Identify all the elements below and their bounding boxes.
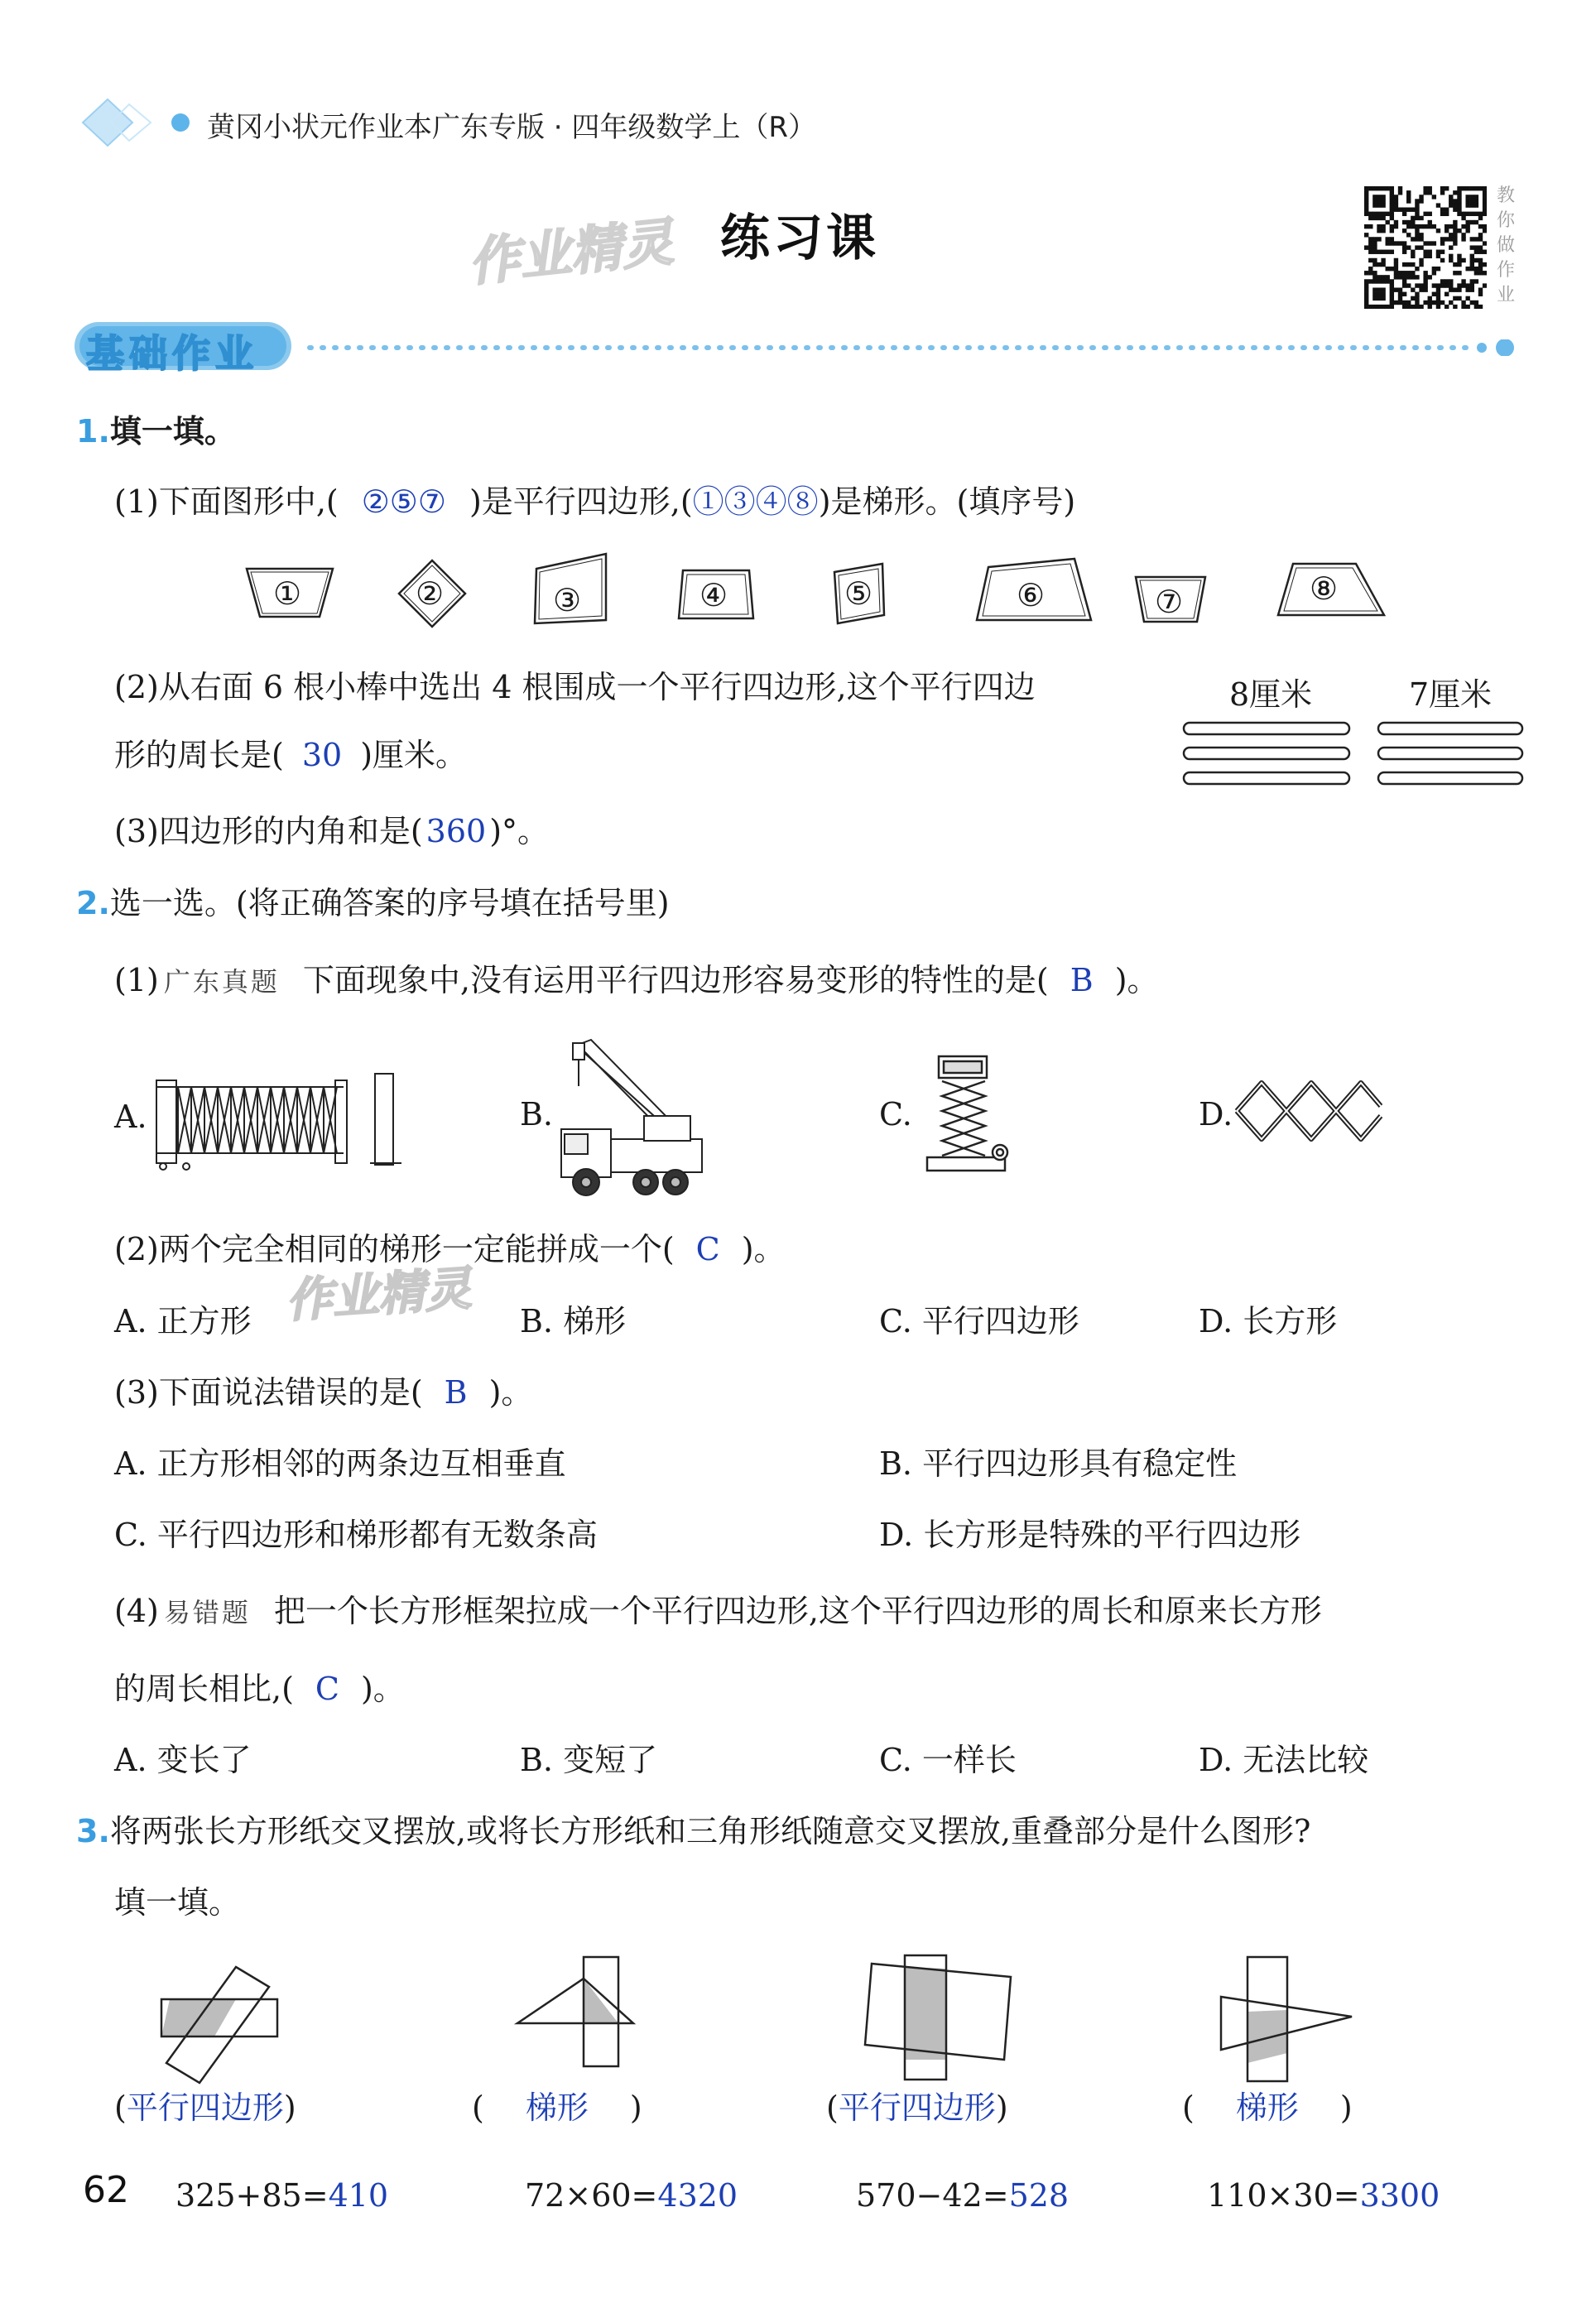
tag-error-prone: 易错题 (163, 1597, 251, 1628)
q2-p4-option-a: A. 变长了 (114, 1742, 252, 1778)
section-banner (73, 319, 296, 376)
q2-p2-option-a: A. 正方形 (114, 1303, 252, 1339)
q1-heading: 1.填一填。 (76, 413, 236, 450)
q2-p3-option-a: A. 正方形相邻的两条边互相垂直 (114, 1445, 566, 1482)
shape-label-6: ⑥ (1017, 577, 1046, 613)
q2-heading: 2.选一选。(将正确答案的序号填在括号里) (76, 885, 670, 921)
section-label: 基础作业 (86, 331, 258, 376)
shape-label-3: ③ (553, 582, 582, 618)
q2-part4-line1: (4) 易错题 把一个长方形框架拉成一个平行四边形,这个平行四边形的周长和原来长方形 (114, 1593, 1322, 1629)
q3-answer-4-value[interactable]: 梯形 (1235, 2089, 1299, 2126)
lattice-fence-image (1232, 1068, 1389, 1159)
header-bar (75, 98, 1523, 147)
q1-p2-answer[interactable]: 30 (301, 737, 343, 773)
shape-label-8: ⑧ (1310, 570, 1339, 607)
overlap-figure-1 (153, 1962, 302, 2094)
q3-answer-3-value[interactable]: 平行四边形 (838, 2089, 996, 2126)
q2-p4-option-d: D. 无法比较 (1199, 1742, 1369, 1778)
stick-label-8cm: 8厘米 (1229, 676, 1313, 713)
q3-line1: 3.将两张长方形纸交叉摆放,或将长方形纸和三角形纸随意交叉摆放,重叠部分是什么图形? (76, 1813, 1311, 1849)
q3-answer-3: (平行四边形) (826, 2089, 1008, 2126)
q3-line2: 填一填。 (114, 1884, 241, 1921)
footer-calc-3: 570−42=528 (856, 2177, 1070, 2214)
q2-p1-answer[interactable]: B (1070, 962, 1094, 998)
q2-p4-answer[interactable]: C (315, 1671, 339, 1707)
q3-answer-1-value[interactable]: 平行四边形 (126, 2089, 284, 2126)
qr-caption: 教你做作业 (1497, 185, 1516, 305)
q3-answer-2: ( 梯形 ) (472, 2089, 642, 2126)
q2-p1-option-b: B. (520, 1096, 554, 1132)
tag-guangdong: 广东真题 (163, 966, 280, 998)
q1-part1: (1)下面图形中,( ②⑤⑦ )是平行四边形,(①③④⑧)是梯形。(填序号) (114, 483, 1076, 520)
shape-label-2: ② (416, 575, 445, 612)
q1-shape-row (232, 551, 1407, 633)
q2-watermark: 作业精灵 (284, 1262, 474, 1329)
q2-part4-line2: 的周长相比,( C )。 (114, 1671, 405, 1707)
shape-label-7: ⑦ (1155, 584, 1184, 620)
q2-p1-option-c: C. (879, 1096, 912, 1132)
shape-label-5: ⑤ (844, 575, 873, 612)
q2-p4-option-b: B. 变短了 (520, 1742, 658, 1778)
q2-p2-option-c: C. 平行四边形 (879, 1303, 1079, 1339)
q2-part2: (2)两个完全相同的梯形一定能拼成一个( C )。 (114, 1231, 786, 1267)
q2-p2-option-d: D. 长方形 (1199, 1303, 1338, 1339)
crane-truck-image (553, 1036, 710, 1202)
title-watermark: 作业精灵 (465, 211, 676, 293)
section-divider (306, 339, 1523, 356)
overlap-figure-2 (509, 1954, 658, 2086)
q2-p3-option-b: B. 平行四边形具有稳定性 (879, 1445, 1238, 1482)
book-title: 黄冈小状元作业本广东专版 · 四年级数学上（R） (207, 111, 817, 144)
overlap-figure-4 (1213, 1954, 1378, 2094)
q1-shapes (232, 551, 1407, 633)
q2-p1-option-a: A. (114, 1099, 147, 1135)
q2-p1-option-d: D. (1199, 1096, 1233, 1132)
footer-calc-2: 72×60=4320 (525, 2177, 738, 2214)
q3-answer-2-value[interactable]: 梯形 (525, 2089, 589, 2126)
q2-part1: (1) 广东真题 下面现象中,没有运用平行四边形容易变形的特性的是( B )。 (114, 962, 1159, 998)
q2-p3-option-c: C. 平行四边形和梯形都有无数条高 (114, 1517, 598, 1553)
q1-p3-answer[interactable]: 360 (425, 813, 487, 849)
footer-calc-1: 325+85=410 (175, 2177, 389, 2214)
retractable-gate-image (153, 1064, 410, 1171)
page-title: 练习课 (720, 209, 879, 267)
q2-p3-option-d: D. 长方形是特殊的平行四边形 (879, 1517, 1301, 1553)
q1-p1-answer-2[interactable]: ①③④⑧ (692, 483, 819, 520)
q3-answer-1: (平行四边形) (114, 2089, 296, 2126)
stick-label-7cm: 7厘米 (1409, 676, 1493, 713)
q1-p1-answer-1[interactable]: ②⑤⑦ (361, 483, 446, 520)
page-number: 62 (83, 2169, 129, 2211)
shape-label-1: ① (273, 575, 302, 612)
q2-p3-answer[interactable]: B (444, 1374, 468, 1411)
q2-p4-option-c: C. 一样长 (879, 1742, 1017, 1778)
q2-p2-answer[interactable]: C (695, 1231, 720, 1267)
q1-part2-line1: (2)从右面 6 根小棒中选出 4 根围成一个平行四边形,这个平行四边 (114, 669, 1036, 705)
overlap-figure-3 (857, 1954, 1022, 2094)
q1-part2-line2: 形的周长是( 30 )厘米。 (114, 737, 468, 773)
qr-code[interactable] (1364, 186, 1487, 309)
scissor-lift-image (921, 1053, 1020, 1185)
shape-label-4: ④ (699, 577, 728, 613)
stick-group (1180, 716, 1527, 807)
q3-answer-4: ( 梯形 ) (1182, 2089, 1353, 2126)
footer-calc-4: 110×30=3300 (1207, 2177, 1440, 2214)
q2-p2-option-b: B. 梯形 (520, 1303, 627, 1339)
q1-part3: (3)四边形的内角和是( 360 )°。 (114, 813, 550, 849)
q2-part3: (3)下面说法错误的是( B )。 (114, 1374, 533, 1411)
